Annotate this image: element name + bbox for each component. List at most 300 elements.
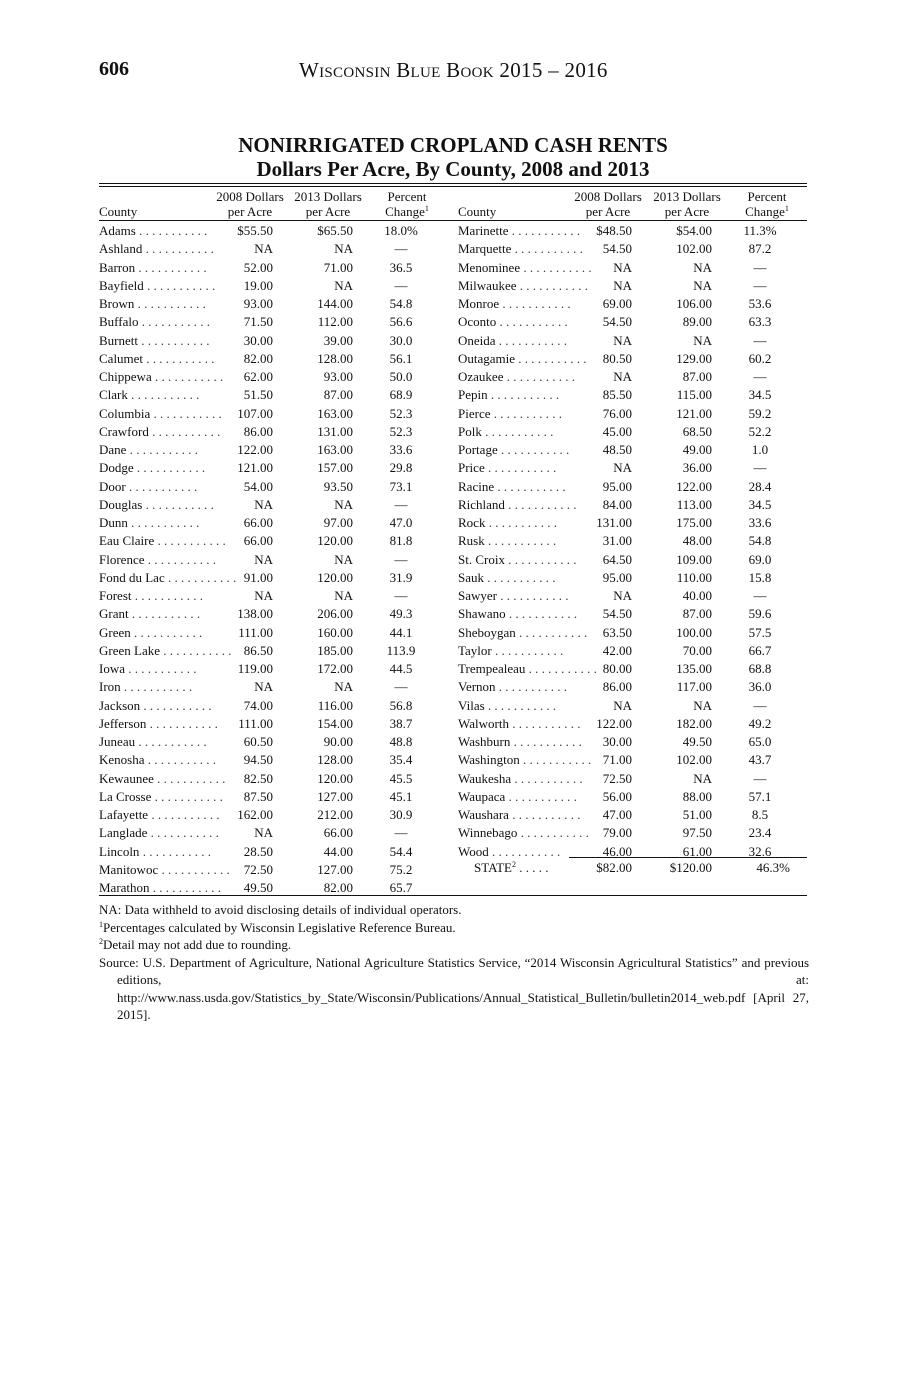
table-row xyxy=(99,405,449,423)
county-name: Taylor xyxy=(458,642,492,658)
county-name-cell xyxy=(99,605,209,623)
state-total-label xyxy=(474,859,548,877)
leader-dots: . . . . . . . . . . . xyxy=(494,478,566,494)
county-name: Green Lake xyxy=(99,642,160,658)
col-header-pct-text: Change xyxy=(745,204,785,219)
county-name-cell xyxy=(99,569,237,587)
state-total-rule xyxy=(569,857,807,858)
leader-dots: . . . . . . . . . . . xyxy=(504,496,577,512)
leader-dots: . . . . . . . . . . . xyxy=(142,496,214,512)
leader-dots: . . . . . . . . . . . xyxy=(154,533,226,549)
value-2013-cell: 182.00 xyxy=(676,715,712,731)
percent-change-cell: 30.9 xyxy=(389,807,413,822)
leader-dots: . . . . . . . . . . . xyxy=(525,661,597,676)
leader-dots: . . . . . . . . . . . xyxy=(511,770,583,786)
percent-change-cell: 57.1 xyxy=(748,788,772,804)
percent-change-cell: 53.6 xyxy=(748,296,772,311)
value-2013-cell: 121.00 xyxy=(676,405,712,421)
county-name: Marinette xyxy=(458,223,509,238)
county-name: Vilas xyxy=(458,697,485,713)
county-name-cell xyxy=(99,386,209,404)
percent-change-cell: 30.0 xyxy=(389,332,413,348)
col-header-pct-right xyxy=(736,189,798,219)
county-name-cell xyxy=(458,277,588,295)
county-name: Kewaunee xyxy=(99,770,154,786)
county-name: Calumet xyxy=(99,350,144,366)
percent-change-cell: — xyxy=(394,496,408,512)
table-row xyxy=(458,332,808,350)
value-2013-cell: 40.00 xyxy=(682,588,712,603)
value-2008-cell: 28.50 xyxy=(243,843,273,859)
percent-change-cell: — xyxy=(394,241,408,257)
col-header-2008-line1: 2008 Dollars xyxy=(216,189,284,204)
leader-dots: . . . . . . . . . . . xyxy=(491,642,564,658)
county-name: Winnebago xyxy=(458,825,518,841)
table-row xyxy=(458,405,808,423)
value-2013-cell: 212.00 xyxy=(317,807,353,822)
value-2008-cell: NA xyxy=(254,551,273,567)
leader-dots: . . . . . . . . . . . xyxy=(150,405,222,421)
leader-dots: . . . . . . . . . . . xyxy=(505,788,577,804)
leader-dots: . . . . . . . . . . . xyxy=(484,533,557,549)
leader-dots: . . . . . . . . . . . xyxy=(153,770,226,786)
col-header-2013-line2: per Acre xyxy=(305,204,351,219)
value-2013-cell: NA xyxy=(693,770,712,786)
value-2013-cell: 120.00 xyxy=(317,533,353,549)
table-row xyxy=(99,459,449,477)
table-row xyxy=(458,259,808,277)
table-row xyxy=(458,441,808,459)
value-2013-cell: 154.00 xyxy=(317,715,353,731)
county-name-cell xyxy=(458,806,581,824)
county-name: Shawano xyxy=(458,606,506,622)
value-2008-cell: NA xyxy=(254,825,273,841)
county-name-cell xyxy=(458,405,568,423)
value-2013-cell: 49.00 xyxy=(682,442,712,457)
leader-dots: . . . . . . . . . . . xyxy=(515,624,588,640)
value-2008-cell: 131.00 xyxy=(596,515,632,530)
value-2013-cell: NA xyxy=(334,588,353,603)
leader-dots: . . . . . . . . . . . xyxy=(508,223,581,238)
value-2013-cell: 51.00 xyxy=(682,807,712,822)
col-header-2008-line1: 2008 Dollars xyxy=(574,189,642,204)
percent-change-cell: 44.5 xyxy=(389,661,413,676)
value-2013-cell: 87.00 xyxy=(323,387,353,403)
leader-dots: . . . . . . . . . . . xyxy=(134,296,206,311)
table-subtitle: Dollars Per Acre, By County, 2008 and 2013 xyxy=(256,157,650,181)
value-2008-cell: 71.50 xyxy=(243,314,273,330)
table-title-block xyxy=(99,133,807,181)
table-row xyxy=(99,587,449,605)
value-2013-cell: 127.00 xyxy=(317,861,353,877)
percent-change-cell: 11.3% xyxy=(743,223,777,238)
leader-dots: . . . . . . . . . . . xyxy=(484,697,557,713)
value-2008-cell: 93.00 xyxy=(243,296,273,311)
county-name: Jefferson xyxy=(99,715,147,731)
county-name: Sauk xyxy=(458,569,484,585)
leader-dots: . . . . . . . . . . . xyxy=(142,241,214,257)
table-row xyxy=(458,423,808,441)
county-name: Sheboygan xyxy=(458,624,516,640)
county-name: Douglas xyxy=(99,496,143,512)
county-name: Burnett xyxy=(99,332,138,348)
percent-change-cell: — xyxy=(394,679,408,695)
percent-change-cell: — xyxy=(394,825,408,841)
leader-dots: . . . . . . . . . . . xyxy=(495,332,568,348)
county-name-cell xyxy=(458,332,568,350)
county-name-cell xyxy=(458,441,568,459)
leader-dots: . . . . . . . . . . . xyxy=(135,223,208,238)
value-2008-cell: 54.00 xyxy=(243,478,273,494)
value-2013-cell: 90.00 xyxy=(323,734,353,749)
percent-change-cell: 15.8 xyxy=(748,569,772,585)
percent-change-cell: 1.0 xyxy=(751,442,769,457)
value-2008-cell: 138.00 xyxy=(237,606,273,622)
percent-change-cell: 49.2 xyxy=(748,715,772,731)
percent-change-cell: 36.5 xyxy=(389,259,413,275)
county-name-cell xyxy=(99,532,226,550)
value-2008-cell: 82.00 xyxy=(243,350,273,366)
county-name-cell xyxy=(99,277,216,295)
leader-dots: . . . . . . . . . . . xyxy=(148,807,220,822)
county-name-cell xyxy=(99,478,209,496)
value-2008-cell: 74.00 xyxy=(243,697,273,713)
county-name: St. Croix xyxy=(458,551,505,567)
state-label-text: STATE xyxy=(474,860,512,875)
col-header-2013-left xyxy=(288,189,368,219)
value-2013-cell: 131.00 xyxy=(317,423,353,439)
percent-change-cell: 49.3 xyxy=(389,606,413,622)
value-2008-cell: 66.00 xyxy=(243,533,273,549)
county-name: Dodge xyxy=(99,460,134,476)
county-name-cell xyxy=(458,678,568,696)
value-2013-cell: 61.00 xyxy=(682,843,712,859)
leader-dots: . . . . . . . . . . . xyxy=(151,788,223,804)
value-2013-cell: 127.00 xyxy=(317,788,353,804)
county-name-cell xyxy=(458,843,568,861)
value-2008-cell: 119.00 xyxy=(237,661,273,676)
value-2013-cell: 70.00 xyxy=(682,642,712,658)
table-row xyxy=(458,715,808,733)
value-2013-cell: NA xyxy=(334,496,353,512)
leader-dots: . . . . . . . . . . . xyxy=(504,551,577,567)
percent-change-cell: 45.5 xyxy=(389,770,413,786)
col-header-pct-line1: Percent xyxy=(747,189,787,204)
leader-dots: . . . . . . . . . . . xyxy=(488,843,561,859)
value-2008-cell: NA xyxy=(613,460,632,476)
leader-dots: . . . . . . . . . . . xyxy=(519,752,592,768)
county-name: Portage xyxy=(458,442,498,457)
leader-dots: . . . . . . . . . . . xyxy=(160,642,232,658)
table-row xyxy=(458,459,808,477)
footnote-ref-2: 2 xyxy=(511,860,516,869)
county-name-cell xyxy=(458,386,568,404)
value-2013-cell: 120.00 xyxy=(317,569,353,585)
leader-dots: . . . . . . . . . . . xyxy=(164,569,237,585)
value-2008-cell: 51.50 xyxy=(243,387,273,403)
county-name: Vernon xyxy=(458,679,496,695)
value-2013-cell: 44.00 xyxy=(323,843,353,859)
county-name-cell xyxy=(458,313,568,331)
percent-change-cell: 63.3 xyxy=(748,314,772,330)
leader-dots: . . . . . . . . . . . xyxy=(484,460,557,476)
value-2013-cell: 122.00 xyxy=(676,478,712,494)
value-2013-cell: 157.00 xyxy=(317,460,353,476)
table-row xyxy=(458,386,808,404)
col-header-county-left: County xyxy=(99,204,138,219)
table-row xyxy=(458,350,808,368)
value-2013-cell: 87.00 xyxy=(682,369,712,384)
table-row xyxy=(99,441,449,459)
value-2013-cell: 163.00 xyxy=(317,405,353,421)
county-name: Washington xyxy=(458,752,520,768)
col-header-2008-left xyxy=(210,189,290,219)
table-row xyxy=(458,277,808,295)
value-2013-cell: 117.00 xyxy=(676,679,712,695)
value-2008-cell: 87.50 xyxy=(243,788,273,804)
county-name-cell xyxy=(458,660,597,678)
table-row xyxy=(99,295,449,313)
county-name-cell xyxy=(99,697,212,715)
leader-dots: . . . . . . . . . . . xyxy=(510,734,582,749)
county-name: Green xyxy=(99,624,131,640)
county-name-cell xyxy=(99,660,209,678)
value-2008-cell: 30.00 xyxy=(602,734,632,749)
table-row xyxy=(458,751,808,769)
leader-dots: . . . . . . . . . . . xyxy=(516,277,588,293)
county-name-cell xyxy=(99,332,209,350)
table-row xyxy=(458,514,808,532)
footnotes xyxy=(99,901,809,1024)
value-2008-cell: 64.50 xyxy=(602,551,632,567)
value-2008-cell: 62.00 xyxy=(243,369,273,384)
county-name-cell xyxy=(458,770,583,788)
value-2008-cell: 31.00 xyxy=(602,533,632,549)
col-header-pct-left xyxy=(376,189,438,219)
table-row xyxy=(99,386,449,404)
percent-change-cell: 44.1 xyxy=(389,624,413,640)
table-row xyxy=(458,532,808,550)
table-row xyxy=(99,551,449,569)
value-2008-cell: 54.50 xyxy=(602,241,632,257)
county-name: Waupaca xyxy=(458,788,506,804)
percent-change-cell: 68.8 xyxy=(748,661,772,676)
leader-dots: . . . . . . . . . . . xyxy=(497,588,569,603)
table-row xyxy=(99,624,449,642)
col-header-2013-right xyxy=(647,189,727,219)
table-row xyxy=(458,478,808,496)
percent-change-cell: 81.8 xyxy=(389,533,413,549)
leader-dots: . . . . . . . . . . . xyxy=(138,314,210,330)
table-row xyxy=(458,605,808,623)
table-row xyxy=(458,678,808,696)
value-2013-cell: 87.00 xyxy=(682,606,712,622)
table-row xyxy=(458,240,808,258)
footnote-ref-1: 1 xyxy=(784,204,789,213)
value-2008-cell: NA xyxy=(613,588,632,603)
value-2013-cell: 102.00 xyxy=(676,241,712,257)
county-name-cell xyxy=(458,697,568,715)
percent-change-cell: — xyxy=(753,588,767,603)
value-2008-cell: 49.50 xyxy=(243,880,273,895)
county-name-cell xyxy=(99,733,209,751)
value-2013-cell: 110.00 xyxy=(676,569,712,585)
leader-dots: . . . . . . . . . . . xyxy=(148,423,221,439)
table-row xyxy=(99,605,449,623)
table-row xyxy=(458,587,808,605)
county-name: Price xyxy=(458,460,485,476)
percent-change-cell: 29.8 xyxy=(389,460,413,476)
county-name: Richland xyxy=(458,496,505,512)
county-name: Iowa xyxy=(99,661,125,676)
value-2013-cell: 71.00 xyxy=(323,259,353,275)
county-name-cell xyxy=(99,806,220,824)
percent-change-cell: — xyxy=(394,588,408,603)
table-row xyxy=(99,569,449,587)
value-2008-cell: 71.00 xyxy=(602,752,632,768)
col-header-2008-right xyxy=(568,189,648,219)
value-2008-cell: NA xyxy=(613,277,632,293)
table-row xyxy=(99,697,449,715)
county-name: Forest xyxy=(99,588,132,603)
table-row xyxy=(458,806,808,824)
leader-dots: . . . . . . . . . . . xyxy=(495,679,568,695)
value-2008-cell: 82.50 xyxy=(243,770,273,786)
table-bottom-rule xyxy=(99,895,807,896)
value-2008-cell: NA xyxy=(613,259,632,275)
col-header-2013-line2: per Acre xyxy=(664,204,710,219)
value-2008-cell: 95.00 xyxy=(602,569,632,585)
value-2013-cell: 97.00 xyxy=(323,515,353,530)
county-name-cell xyxy=(99,259,209,277)
county-name: Oneida xyxy=(458,332,496,348)
county-name: Sawyer xyxy=(458,588,497,603)
percent-change-cell: 56.1 xyxy=(389,350,413,366)
value-2008-cell: 48.50 xyxy=(602,442,632,457)
county-name: Ozaukee xyxy=(458,369,504,384)
leader-dots: . . . . . . . . . . . xyxy=(481,423,554,439)
table-row xyxy=(458,770,808,788)
county-name-cell xyxy=(458,624,588,642)
county-name-cell xyxy=(458,423,568,441)
leader-dots: . . . . . . . . . . . xyxy=(130,624,203,640)
county-name: Eau Claire xyxy=(99,533,155,549)
leader-dots: . . . . . . . . . . . xyxy=(508,715,581,731)
value-2013-cell: 48.00 xyxy=(682,533,712,549)
value-2008-cell: 72.50 xyxy=(243,861,273,877)
county-name-cell xyxy=(99,368,224,386)
county-name: Lafayette xyxy=(99,807,149,822)
table-row xyxy=(99,843,449,861)
county-name-cell xyxy=(458,605,578,623)
state-total-row xyxy=(458,859,808,877)
percent-change-cell: 36.0 xyxy=(748,679,772,695)
county-name-cell xyxy=(99,350,215,368)
county-name-cell xyxy=(99,295,209,313)
leader-dots: . . . . . . . . . . . xyxy=(520,259,592,275)
table-row xyxy=(458,222,808,240)
table-row xyxy=(99,496,449,514)
county-name: Waushara xyxy=(458,807,509,822)
leader-dots: . . . . . . . . . . . xyxy=(143,350,215,366)
value-2008-cell: 47.00 xyxy=(602,807,632,822)
percent-change-cell: 68.9 xyxy=(389,387,413,403)
value-2013-cell: 128.00 xyxy=(317,752,353,768)
county-name: Washburn xyxy=(458,734,511,749)
county-name: Dane xyxy=(99,442,127,457)
value-2013-cell: NA xyxy=(334,277,353,293)
value-2013-cell: 128.00 xyxy=(317,350,353,366)
value-2008-cell: 162.00 xyxy=(237,807,273,822)
percent-change-cell: 59.6 xyxy=(748,606,772,622)
county-name-cell xyxy=(458,295,571,313)
value-2013-cell: 93.00 xyxy=(323,369,353,384)
value-2008-cell: NA xyxy=(613,369,632,384)
percent-change-cell: 50.0 xyxy=(389,369,413,384)
value-2013-cell: 39.00 xyxy=(323,332,353,348)
percent-change-cell: 75.2 xyxy=(389,861,413,877)
county-name-cell xyxy=(99,222,209,240)
value-2008-cell: 52.00 xyxy=(243,259,273,275)
table-top-rule xyxy=(99,183,807,184)
col-header-2013-line1: 2013 Dollars xyxy=(294,189,362,204)
value-2013-cell: 88.00 xyxy=(682,788,712,804)
leader-dots: . . . . . . . . . . . xyxy=(125,661,197,676)
table-row xyxy=(458,496,808,514)
col-header-2008-line2: per Acre xyxy=(585,204,631,219)
county-name-cell xyxy=(99,770,226,788)
percent-change-cell: 69.0 xyxy=(748,551,772,567)
percent-change-cell: — xyxy=(394,551,408,567)
percent-change-cell: 28.4 xyxy=(748,478,772,494)
footnote-2-text: Detail may not add due to rounding. xyxy=(103,937,292,952)
county-name: Marquette xyxy=(458,241,512,257)
county-name: Buffalo xyxy=(99,314,139,330)
col-header-pct-line2 xyxy=(736,204,798,219)
county-name-cell xyxy=(99,788,223,806)
leader-dots: . . . . . . . . . . . xyxy=(151,369,224,384)
county-name-cell xyxy=(99,313,209,331)
value-2013-cell: 116.00 xyxy=(317,697,353,713)
table-row xyxy=(458,295,808,313)
leader-dots: . . . . . xyxy=(515,860,549,875)
table-row xyxy=(99,751,449,769)
county-name-cell xyxy=(458,478,568,496)
table-title: NONIRRIGATED CROPLAND CASH RENTS xyxy=(238,133,668,157)
leader-dots: . . . . . . . . . . . xyxy=(143,277,216,293)
leader-dots: . . . . . . . . . . . xyxy=(139,843,211,859)
county-name-cell xyxy=(99,441,209,459)
col-header-county-right: County xyxy=(458,204,497,219)
table-row xyxy=(99,824,449,842)
leader-dots: . . . . . . . . . . . xyxy=(484,569,556,585)
percent-change-cell: 8.5 xyxy=(751,807,769,822)
value-2013-cell: 160.00 xyxy=(317,624,353,640)
leader-dots: . . . . . . . . . . . xyxy=(515,350,587,366)
value-2008-cell: 95.00 xyxy=(602,478,632,494)
footnote-ref-1: 1 xyxy=(424,204,429,213)
leader-dots: . . . . . . . . . . . xyxy=(127,515,200,530)
footnote-na: NA: Data withheld to avoid disclosing details of individual operators. xyxy=(99,902,462,917)
state-2008-value: $82.00 xyxy=(596,860,632,875)
leader-dots: . . . . . . . . . . . xyxy=(490,405,562,421)
leader-dots: . . . . . . . . . . . xyxy=(126,442,198,457)
county-name: Brown xyxy=(99,296,135,311)
value-2008-cell: 46.00 xyxy=(602,843,632,859)
percent-change-cell: 52.3 xyxy=(389,405,413,421)
value-2013-cell: 112.00 xyxy=(317,314,353,330)
leader-dots: . . . . . . . . . . . xyxy=(485,515,557,530)
